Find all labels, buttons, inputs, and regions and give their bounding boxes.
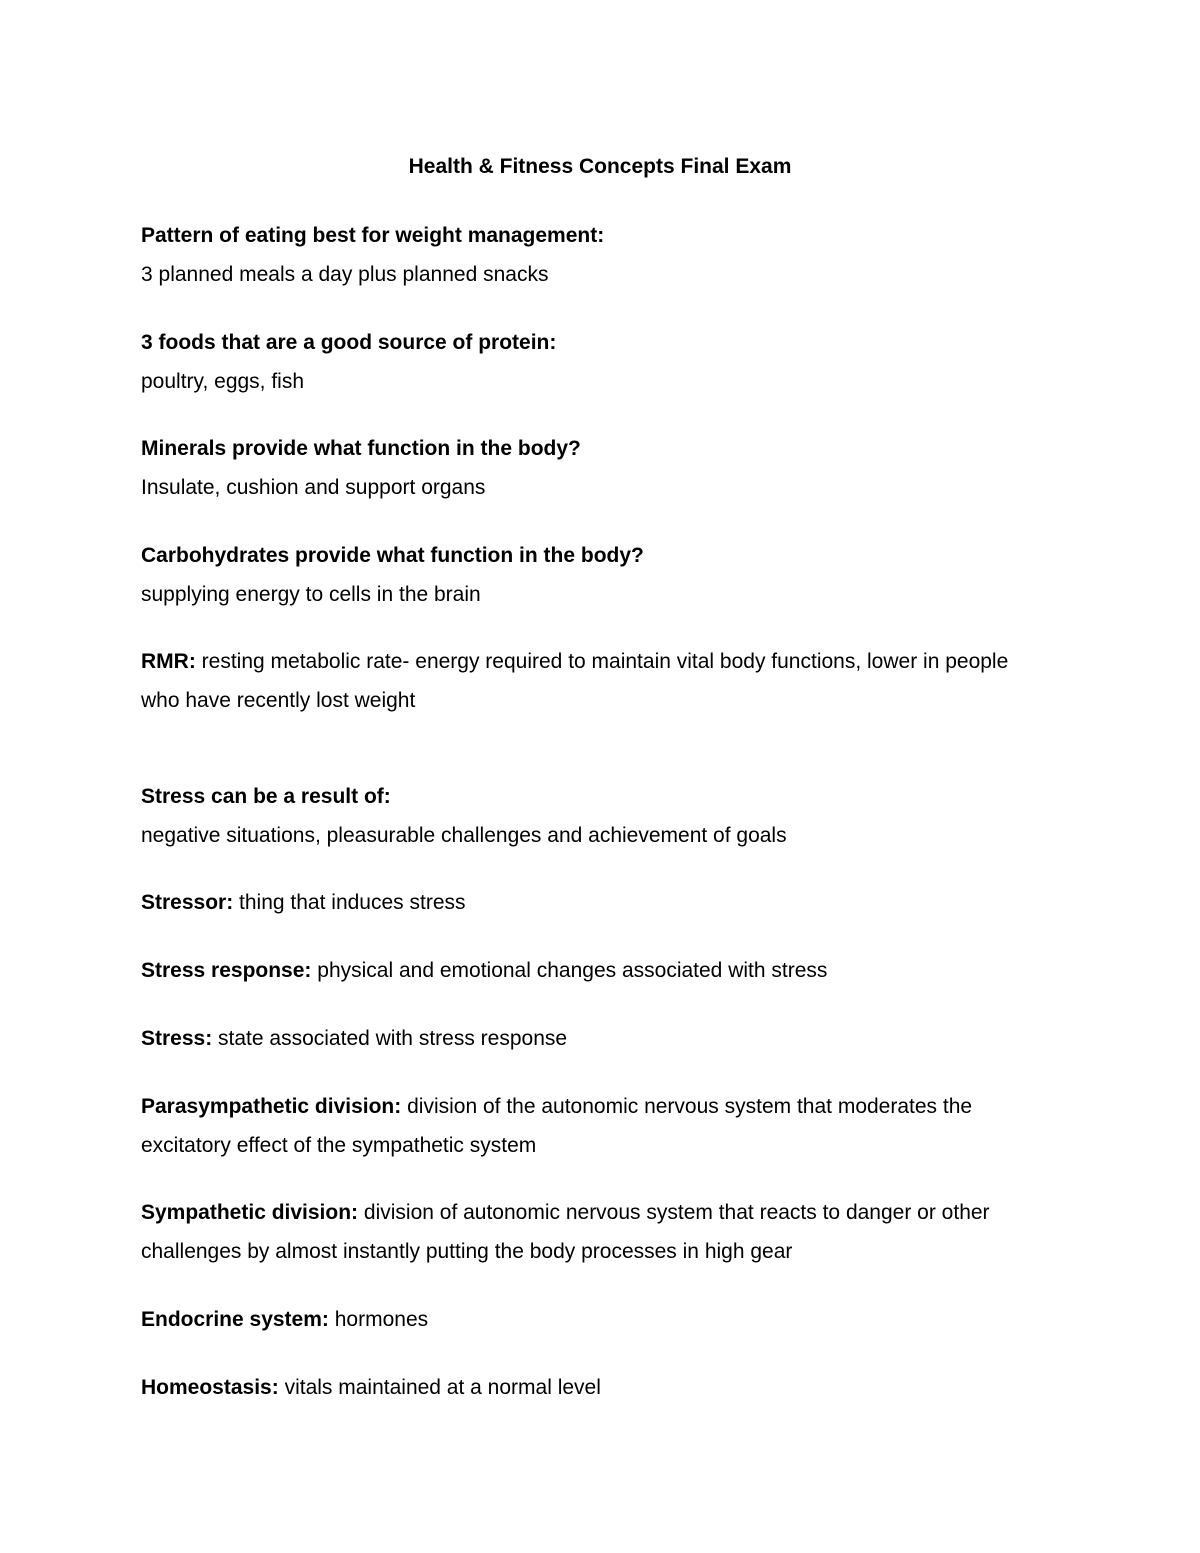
answer-text: poultry, eggs, fish	[141, 370, 305, 393]
definition-sympathetic	[141, 1193, 1041, 1271]
definition-stress-response	[141, 951, 1041, 990]
definition-text: physical and emotional changes associated with stress	[317, 959, 828, 982]
definition-text: thing that induces stress	[239, 891, 466, 914]
definition-parasympathetic	[141, 1087, 1041, 1165]
answer-text: negative situations, pleasurable challenges and achievement of goals	[141, 824, 787, 847]
definition-text: hormones	[334, 1308, 429, 1331]
qa-block-carbohydrates	[141, 536, 1041, 614]
document-title: Health & Fitness Concepts Final Exam	[408, 155, 792, 178]
definition-text: division of the autonomic nervous system that moderates the excitatory effect of the sympathetic system	[141, 1095, 973, 1157]
definition-rmr	[141, 642, 1041, 720]
qa-block-stress-result	[141, 777, 1041, 855]
definition-text: vitals maintained at a normal level	[284, 1376, 601, 1399]
qa-block-minerals	[141, 429, 1041, 507]
term-label: Endocrine system:	[141, 1308, 329, 1331]
term-label: Stress:	[141, 1027, 213, 1050]
term-label: Parasympathetic division:	[141, 1095, 402, 1118]
answer-text: Insulate, cushion and support organs	[141, 476, 486, 499]
definition-stressor	[141, 883, 1041, 922]
question-label: Carbohydrates provide what function in the body?	[141, 544, 644, 567]
definition-endocrine	[141, 1300, 1041, 1339]
answer-text: 3 planned meals a day plus planned snacks	[141, 263, 549, 286]
qa-block-eating-pattern	[141, 216, 1041, 294]
question-label: Minerals provide what function in the body?	[141, 437, 581, 460]
definition-text: resting metabolic rate- energy required to maintain vital body functions, lower in people who have recently lost weight	[141, 650, 1009, 712]
question-label: Stress can be a result of:	[141, 785, 391, 808]
question-label: Pattern of eating best for weight management:	[141, 224, 605, 247]
definition-homeostasis	[141, 1368, 1041, 1407]
qa-block-protein-foods	[141, 323, 1041, 401]
answer-text: supplying energy to cells in the brain	[141, 583, 481, 606]
term-label: Stressor:	[141, 891, 234, 914]
definition-text: division of autonomic nervous system that reacts to danger or other challenges by almost instantly putting the body processes in high gear	[141, 1201, 990, 1263]
definition-stress	[141, 1019, 1041, 1058]
term-label: Stress response:	[141, 959, 312, 982]
question-label: 3 foods that are a good source of protein:	[141, 331, 557, 354]
term-label: Homeostasis:	[141, 1376, 279, 1399]
definition-text: state associated with stress response	[218, 1027, 568, 1050]
term-label: RMR:	[141, 650, 196, 673]
term-label: Sympathetic division:	[141, 1201, 359, 1224]
